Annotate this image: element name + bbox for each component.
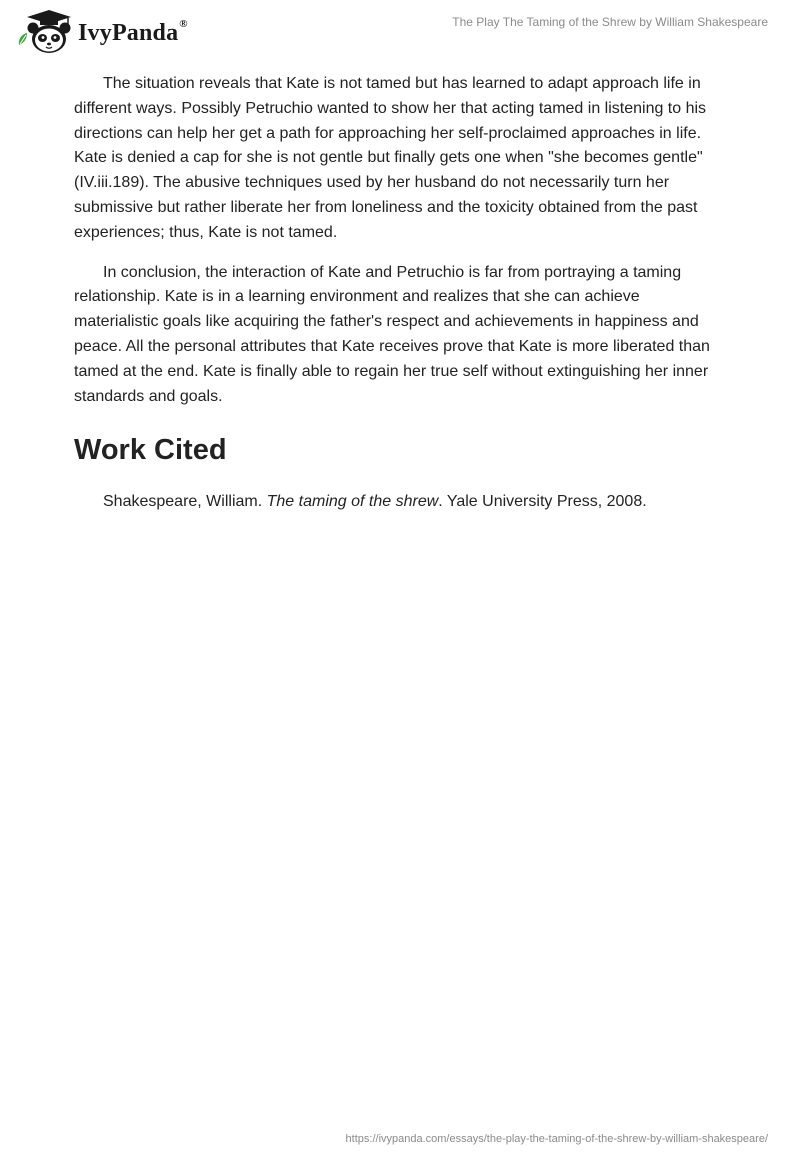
citation-publisher: . Yale University Press, 2008. bbox=[438, 493, 647, 511]
citation-title: The taming of the shrew bbox=[266, 493, 439, 511]
body-paragraph: In conclusion, the interaction of Kate and Petruchio is far from portraying a taming relationship. Kate is in a learning environment and realizes that she can achieve materialistic goals like acquiring the father's respect and achievements in happiness and peace. All the personal attributes that Kate receives prove that Kate is more liberated than tamed at the end. Kate is finally able to regain her true self without extinguishing her inner standards and goals. bbox=[74, 263, 710, 405]
body-paragraph: The situation reveals that Kate is not tamed but has learned to adapt approach life in different ways. Possibly Petruchio wanted to show her that acting tamed in listening to his directions can help her get a path for approaching her self-proclaimed approaches in life. Kate is denied a cap for she is not gentle but finally gets one when "she becomes gentle" (IV.iii.189). The abusive techniques used by her husband do not necessarily turn her submissive but rather liberate her from loneliness and the toxicity obtained from the past experiences; thus, Kate is not tamed. bbox=[74, 75, 707, 241]
source-url[interactable]: https://ivypanda.com/essays/the-play-the-taming-of-the-shrew-by-william-shakespeare/ bbox=[345, 1133, 768, 1145]
page-header bbox=[0, 0, 800, 62]
essay-content bbox=[74, 72, 728, 514]
ivypanda-logo[interactable] bbox=[16, 9, 188, 55]
citation-author: Shakespeare, William. bbox=[103, 493, 267, 511]
works-cited-heading: Work Cited bbox=[74, 434, 227, 467]
document-title: The Play The Taming of the Shrew by William Shakespeare bbox=[452, 15, 768, 29]
brand-name: IvyPanda® bbox=[78, 17, 188, 46]
citation-entry bbox=[74, 490, 728, 514]
panda-graduate-icon bbox=[16, 9, 72, 55]
